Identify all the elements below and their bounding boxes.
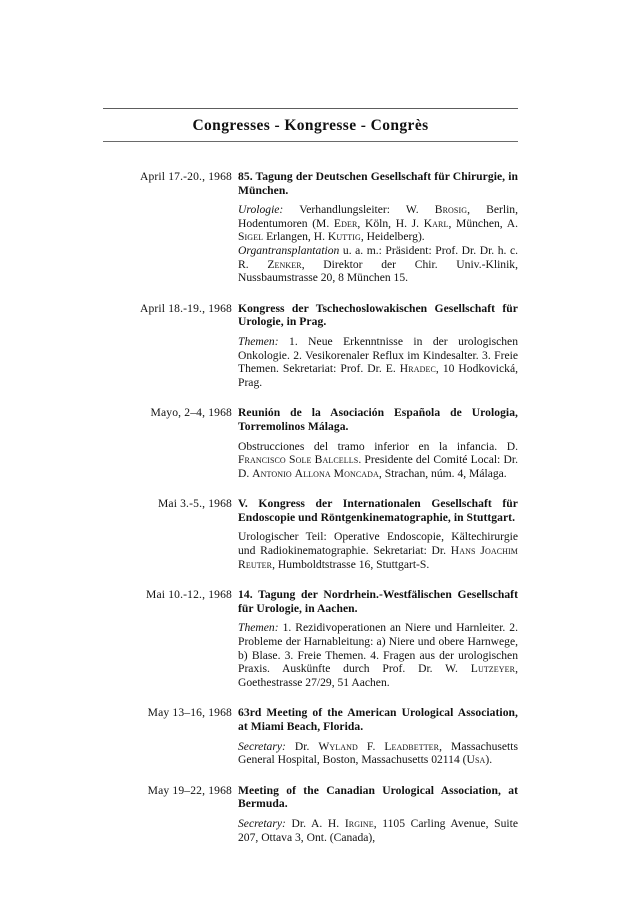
surname-smallcaps: Eder (333, 216, 358, 230)
surname-smallcaps: Hans (450, 544, 476, 558)
entry-date: April 17.-20., 1968 (139, 170, 232, 183)
entry-title: V. Kongress der Internationalen Gesellschaft für Endoscopie und Röntgenkinematographie, in Stuttgart. (238, 497, 518, 524)
surname-smallcaps: Francisco (238, 453, 286, 467)
entry-paragraph-text: Dr. Wyland F. Leadbetter, Massachusetts General Hospital, Boston, Massachusetts 02114 (Usa). (238, 739, 518, 767)
entry-paragraph (238, 817, 518, 844)
entry-paragraph-label: Organtransplantation (238, 243, 340, 257)
entry-paragraph-label: Secretary: (238, 739, 286, 753)
entry-paragraph-label: Urologie: (238, 203, 284, 217)
entry-title: Meeting of the Canadian Urological Association, at Bermuda. (238, 783, 518, 811)
entry-title: Kongress der Tschechoslowakischen Gesellschaft für Urologie, in Prag. (238, 301, 518, 329)
entry-paragraph-label: Themen: (238, 621, 279, 635)
surname-smallcaps: Wyland (318, 739, 358, 753)
surname-smallcaps: Kuttig (327, 230, 361, 244)
entry-body (238, 497, 518, 571)
surname-smallcaps: Usa (466, 753, 486, 767)
surname-smallcaps: Moncada (333, 466, 379, 480)
entry-paragraph (238, 530, 518, 571)
surname-smallcaps: Lutzeyer (470, 662, 516, 676)
entry-title: 85. Tagung der Deutschen Gesellschaft für Chirurgie, in München. (238, 170, 518, 197)
surname-smallcaps: Brosig (434, 203, 468, 217)
surname-smallcaps: Irgine (344, 816, 374, 830)
entry-body (238, 302, 518, 390)
surname-smallcaps: Joachim (480, 544, 518, 558)
entry-paragraph-text: Urologischer Teil: Operative Endoscopie, Kältechirurgie und Radiokinematographie. Sekretariat: Dr. Hans Joachim Reuter, Humboldtstrasse 16, Stuttgart-S. (238, 530, 518, 571)
entry-date: April 18.-19., 1968 (139, 301, 232, 315)
surname-smallcaps: Reuter (238, 557, 273, 571)
header-rule-bottom (103, 141, 518, 142)
surname-smallcaps: Zenker (267, 257, 302, 271)
entry-date: Mai 10.-12., 1968 (146, 588, 232, 602)
entry-paragraph-text: 1. Neue Erkenntnisse in der urologischen Onkologie. 2. Vesikorenaler Reflux im Kindesalter. 3. Freie Themen. Sekretariat: Prof. Dr. E. Hradec, 10 Hodkovická, Prag. (238, 334, 518, 389)
entry-paragraph-text: Dr. A. H. Irgine, 1105 Carling Avenue, Suite 207, Ottava 3, Ont. (Canada), (238, 816, 518, 844)
entry-body (238, 170, 518, 285)
entry-title: 63rd Meeting of the American Urological Association, at Miami Beach, Florida. (238, 706, 518, 733)
surname-smallcaps: Balcells (314, 453, 359, 467)
congress-entry (103, 302, 518, 390)
entry-paragraph-label: Secretary: (238, 816, 286, 830)
surname-smallcaps: Sigel (238, 230, 264, 244)
entry-body (238, 706, 518, 766)
congress-entry (103, 406, 518, 480)
entry-date: May 19–22, 1968 (147, 783, 232, 797)
entry-date: Mai 3.-5., 1968 (157, 497, 232, 511)
congress-entry (103, 784, 518, 844)
page-header (103, 108, 518, 142)
entry-body (238, 588, 518, 689)
entry-date: Mayo, 2–4, 1968 (150, 406, 232, 420)
entry-paragraph-text: Verhandlungsleiter: W. Brosig, Berlin, Hodentumoren (M. Eder, Köln, H. J. Karl, München, A. Sigel Erlangen, H. Kuttig, Heidelberg). (238, 203, 518, 244)
entry-paragraph (238, 621, 518, 689)
entry-paragraph (238, 440, 518, 481)
entry-paragraph (238, 335, 518, 389)
entry-paragraph (238, 740, 518, 767)
entry-paragraph-text: Obstrucciones del tramo inferior en la infancia. D. Francisco Sole Balcells. Presidente del Comité Local: Dr. D. Antonio Allona Moncada, Strachan, núm. 4, Málaga. (238, 439, 518, 480)
entry-date: May 13–16, 1968 (147, 706, 232, 720)
surname-smallcaps: Sole (289, 453, 312, 467)
entry-paragraph (238, 244, 518, 285)
surname-smallcaps: Antonio (252, 466, 292, 480)
entry-paragraph-label: Themen: (238, 334, 279, 348)
entry-body (238, 406, 518, 480)
surname-smallcaps: Karl (423, 216, 449, 230)
surname-smallcaps: Allona (294, 466, 331, 480)
entry-body (238, 784, 518, 844)
congress-entry (103, 497, 518, 571)
congress-entry (103, 706, 518, 766)
entry-paragraph (238, 203, 518, 244)
congress-entry (103, 588, 518, 689)
surname-smallcaps: Leadbetter (384, 739, 440, 753)
surname-smallcaps: Hradec (399, 362, 436, 376)
congress-entry-list (103, 170, 518, 861)
entry-title: 14. Tagung der Nordrhein.-Westfälischen Gesellschaft für Urologie, in Aachen. (238, 588, 518, 615)
congress-entry (103, 170, 518, 285)
page-title: Congresses - Kongresse - Congrès (192, 117, 429, 134)
entry-paragraph-text: 1. Rezidivoperationen an Niere und Harnleiter. 2. Probleme der Harnableitung: a) Niere und obere Harnwege, b) Blase. 3. Freie Themen. 4. Fragen aus der urologischen Praxis. Auskünfte durch Prof. Dr. W. Lutzeyer, Goethestrasse 27/29, 51 Aachen. (238, 621, 518, 689)
entry-paragraph-text: u. a. m.: Präsident: Prof. Dr. Dr. h. c. R. Zenker, Direktor der Chir. Univ.-Klinik, Nussbaumstrasse 20, 8 München 15. (238, 243, 519, 285)
entry-title: Reunión de la Asociación Española de Urologia, Torremolinos Málaga. (238, 406, 518, 433)
